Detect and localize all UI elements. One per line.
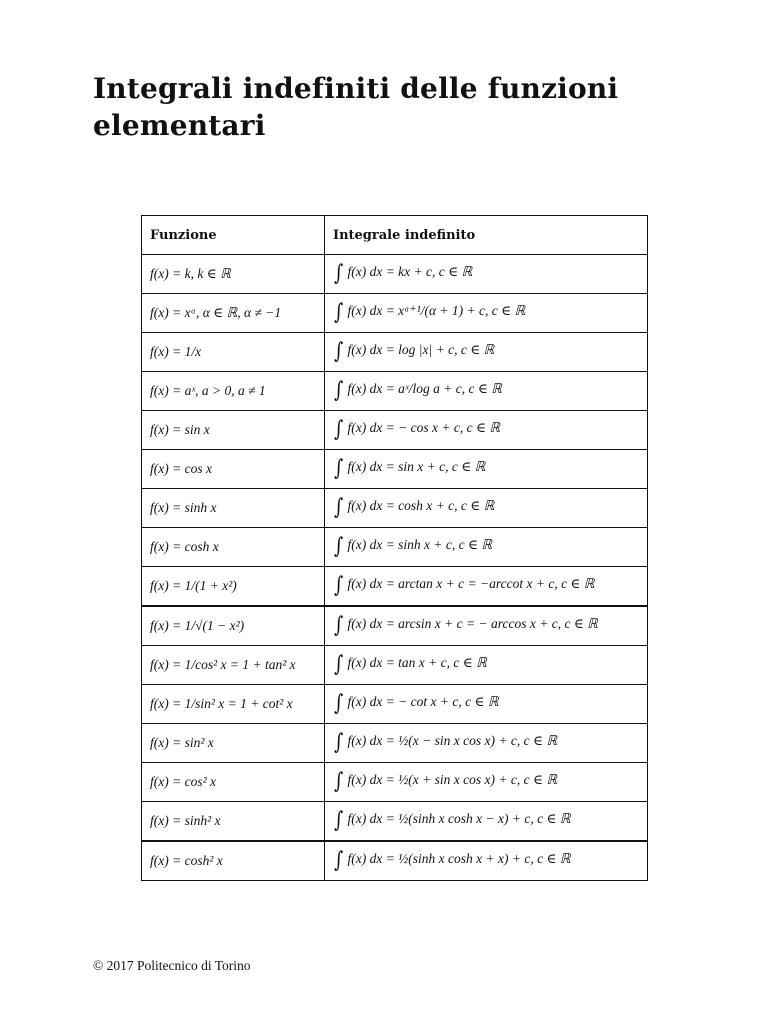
integral-sign-icon: ∫	[334, 417, 344, 442]
integral-sign-icon: ∫	[334, 613, 344, 638]
integrale-expression: f(x) dx = log |x| + c, c ∈ ℝ	[347, 342, 495, 357]
integrale-cell	[325, 411, 648, 450]
funzione-cell: f(x) = sinh x	[142, 489, 325, 528]
integrale-cell	[325, 841, 648, 881]
integrale-cell	[325, 763, 648, 802]
integrale-expression: f(x) dx = ½(x + sin x cos x) + c, c ∈ ℝ	[347, 772, 558, 787]
integral-sign-icon: ∫	[334, 573, 344, 598]
integrale-cell	[325, 567, 648, 607]
funzione-cell: f(x) = 1/√(1 − x²)	[142, 606, 325, 646]
integrale-cell	[325, 724, 648, 763]
integral-sign-icon: ∫	[334, 769, 344, 794]
funzione-cell: f(x) = sinh² x	[142, 802, 325, 842]
table-row	[142, 450, 648, 489]
integral-sign-icon: ∫	[334, 378, 344, 403]
table-row	[142, 294, 648, 333]
integrale-cell	[325, 685, 648, 724]
integrale-cell	[325, 255, 648, 294]
integrale-cell	[325, 372, 648, 411]
table-header-row	[142, 216, 648, 255]
integrale-expression: f(x) dx = − cot x + c, c ∈ ℝ	[347, 694, 499, 709]
funzione-cell: f(x) = xᵅ, α ∈ ℝ, α ≠ −1	[142, 294, 325, 333]
table-row	[142, 372, 648, 411]
table-row	[142, 528, 648, 567]
integral-sign-icon: ∫	[334, 261, 344, 286]
integral-sign-icon: ∫	[334, 808, 344, 833]
table-row	[142, 646, 648, 685]
integrale-expression: f(x) dx = ½(x − sin x cos x) + c, c ∈ ℝ	[347, 733, 558, 748]
integrale-expression: f(x) dx = sin x + c, c ∈ ℝ	[347, 459, 486, 474]
integral-sign-icon: ∫	[334, 848, 344, 873]
integrale-expression: f(x) dx = ½(sinh x cosh x − x) + c, c ∈ ℝ	[347, 811, 571, 826]
integrale-cell	[325, 606, 648, 646]
integrale-expression: f(x) dx = xᵅ⁺¹/(α + 1) + c, c ∈ ℝ	[347, 303, 526, 318]
table-row	[142, 489, 648, 528]
integrale-cell	[325, 646, 648, 685]
table-row	[142, 606, 648, 646]
table-row	[142, 763, 648, 802]
integrale-cell	[325, 294, 648, 333]
integrale-expression: f(x) dx = tan x + c, c ∈ ℝ	[347, 655, 487, 670]
funzione-cell: f(x) = sin x	[142, 411, 325, 450]
table-row	[142, 841, 648, 881]
funzione-cell: f(x) = cos² x	[142, 763, 325, 802]
header-funzione: Funzione	[142, 216, 325, 255]
funzione-cell: f(x) = sin² x	[142, 724, 325, 763]
integrale-cell	[325, 489, 648, 528]
integral-sign-icon: ∫	[334, 730, 344, 755]
integrale-expression: f(x) dx = ½(sinh x cosh x + x) + c, c ∈ ℝ	[347, 851, 571, 866]
integral-sign-icon: ∫	[334, 534, 344, 559]
integrale-expression: f(x) dx = aˣ/log a + c, c ∈ ℝ	[347, 381, 502, 396]
funzione-cell: f(x) = aˣ, a > 0, a ≠ 1	[142, 372, 325, 411]
funzione-cell: f(x) = 1/sin² x = 1 + cot² x	[142, 685, 325, 724]
integrals-table-container	[141, 215, 647, 881]
table-row	[142, 411, 648, 450]
integrale-expression: f(x) dx = sinh x + c, c ∈ ℝ	[347, 537, 493, 552]
integrale-expression: f(x) dx = kx + c, c ∈ ℝ	[347, 264, 473, 279]
integral-sign-icon: ∫	[334, 495, 344, 520]
integral-sign-icon: ∫	[334, 339, 344, 364]
integrale-cell	[325, 333, 648, 372]
table-row	[142, 802, 648, 842]
funzione-cell: f(x) = k, k ∈ ℝ	[142, 255, 325, 294]
integrals-table	[141, 215, 648, 881]
funzione-cell: f(x) = 1/cos² x = 1 + tan² x	[142, 646, 325, 685]
integral-sign-icon: ∫	[334, 300, 344, 325]
table-row	[142, 255, 648, 294]
integrale-expression: f(x) dx = arctan x + c = −arccot x + c, c ∈ ℝ	[347, 576, 595, 591]
funzione-cell: f(x) = 1/x	[142, 333, 325, 372]
integrale-expression: f(x) dx = − cos x + c, c ∈ ℝ	[347, 420, 501, 435]
table-body	[142, 255, 648, 881]
integrale-cell	[325, 802, 648, 842]
funzione-cell: f(x) = cos x	[142, 450, 325, 489]
integrale-expression: f(x) dx = cosh x + c, c ∈ ℝ	[347, 498, 495, 513]
table-row	[142, 567, 648, 607]
table-row	[142, 724, 648, 763]
funzione-cell: f(x) = 1/(1 + x²)	[142, 567, 325, 607]
integrale-cell	[325, 450, 648, 489]
table-row	[142, 333, 648, 372]
table-row	[142, 685, 648, 724]
integral-sign-icon: ∫	[334, 456, 344, 481]
copyright-footer: © 2017 Politecnico di Torino	[93, 958, 251, 973]
integrale-cell	[325, 528, 648, 567]
header-integrale: Integrale indefinito	[325, 216, 648, 255]
funzione-cell: f(x) = cosh² x	[142, 841, 325, 881]
integral-sign-icon: ∫	[334, 652, 344, 677]
funzione-cell: f(x) = cosh x	[142, 528, 325, 567]
page-title: Integrali indefiniti delle funzioni elementari	[93, 72, 619, 142]
integrale-expression: f(x) dx = arcsin x + c = − arccos x + c, c ∈ ℝ	[347, 616, 598, 631]
integral-sign-icon: ∫	[334, 691, 344, 716]
